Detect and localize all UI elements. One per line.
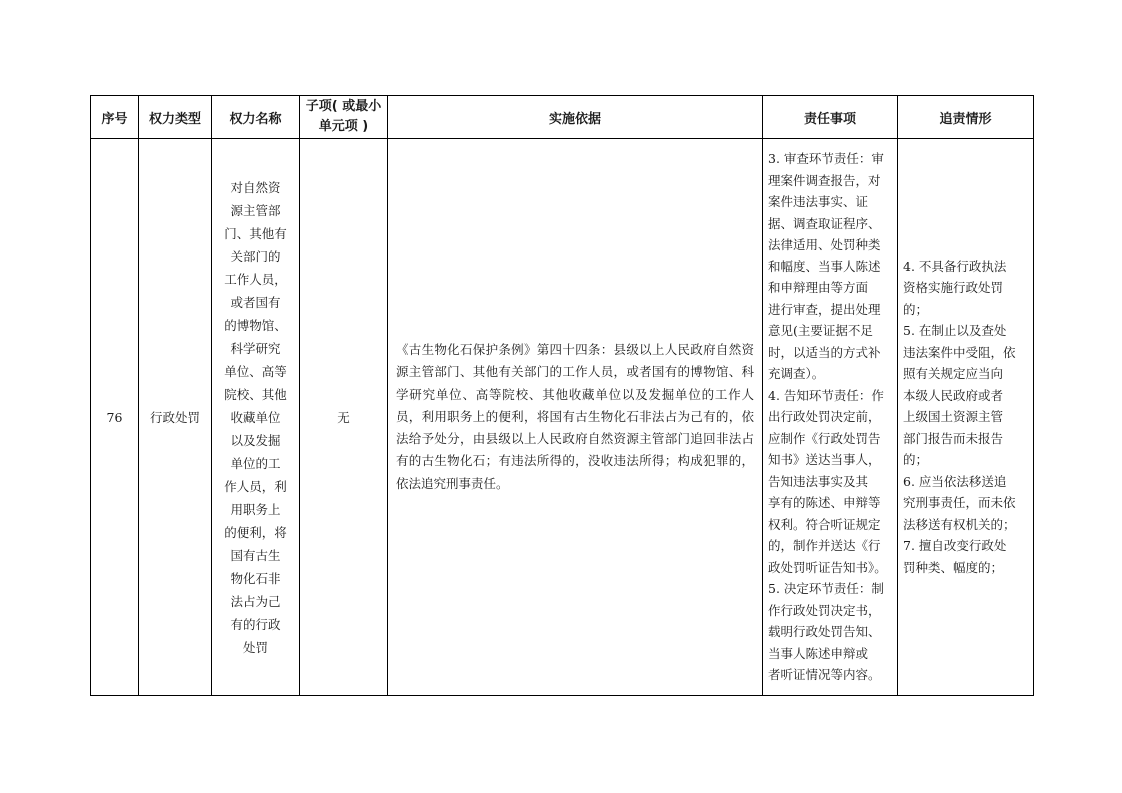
responsibility-line: 案件违法事实、证 — [768, 194, 869, 210]
responsibility-line: 和申辩理由等方面 — [768, 280, 869, 296]
power-list-table — [90, 95, 1034, 696]
power-name-line: 或者国有 — [230, 294, 281, 310]
accountability-line: 违法案件中受阻，依 — [903, 344, 1016, 360]
accountability-line: 的； — [903, 301, 929, 317]
responsibility-line: 当事人陈述申辩或 — [768, 645, 869, 661]
accountability-line: 5. 在制止以及查处 — [903, 323, 1007, 339]
accountability-line: 本级人民政府或者 — [903, 387, 1004, 403]
cell-responsibility — [763, 139, 898, 696]
accountability-line: 罚种类、幅度的； — [903, 559, 1004, 575]
responsibility-line: 权利。符合听证规定 — [768, 516, 881, 532]
responsibility-line: 3. 审查环节责任：审 — [768, 151, 884, 167]
power-name-line: 单位、高等 — [224, 363, 287, 379]
cell-accountability — [898, 139, 1034, 696]
accountability-line: 部门报告而未报告 — [903, 430, 1004, 446]
header-sub-item-line2: 单元项 ) — [318, 119, 369, 134]
power-name-line: 用职务上 — [230, 501, 281, 517]
accountability-line: 照有关规定应当向 — [903, 366, 1004, 382]
header-legal-basis: 实施依据 — [388, 96, 763, 139]
responsibility-line: 的，制作并送达《行 — [768, 538, 881, 554]
power-name-line: 的便利，将 — [224, 524, 287, 540]
header-power-type: 权力类型 — [139, 96, 212, 139]
responsibility-line: 政处罚听证告知书》。 — [768, 559, 887, 575]
header-sub-item-line1: 子项( 或最小 — [305, 99, 382, 114]
accountability-line: 7. 擅自改变行政处 — [903, 538, 1007, 554]
accountability-line: 4. 不具备行政执法 — [903, 258, 1007, 274]
power-name-line: 以及发掘 — [230, 432, 281, 448]
responsibility-line: 理案件调查报告，对 — [768, 172, 881, 188]
responsibility-line: 者听证情况等内容。 — [768, 667, 881, 683]
power-name-line: 工作人员， — [224, 271, 287, 287]
power-name-line: 源主管部 — [230, 202, 281, 218]
accountability-line: 6. 应当依法移送追 — [903, 473, 1007, 489]
power-name-line: 关部门的 — [230, 248, 281, 264]
power-name-line: 国有古生 — [230, 547, 281, 563]
accountability-line: 上级国土资源主管 — [903, 409, 1004, 425]
power-name-line: 处罚 — [242, 639, 268, 655]
responsibility-line: 4. 告知环节责任：作 — [768, 387, 884, 403]
header-row — [91, 96, 1034, 139]
responsibility-line: 和幅度、当事人陈述 — [768, 258, 881, 274]
responsibility-line: 进行审查，提出处理 — [768, 301, 881, 317]
responsibility-line: 时，以适当的方式补 — [768, 344, 881, 360]
responsibility-line: 享有的陈述、申辩等 — [768, 495, 881, 511]
power-name-line: 有的行政 — [230, 616, 281, 632]
header-power-name: 权力名称 — [212, 96, 300, 139]
power-name-line: 科学研究 — [230, 340, 281, 356]
cell-sub-item: 无 — [300, 139, 388, 696]
header-accountability: 追责情形 — [898, 96, 1034, 139]
responsibility-line: 意见(主要证据不足 — [768, 323, 873, 339]
power-name-line: 的博物馆、 — [224, 317, 287, 333]
power-name-line: 单位的工 — [230, 455, 281, 471]
power-name-line: 对自然资 — [230, 179, 281, 195]
responsibility-line: 出行政处罚决定前， — [768, 409, 881, 425]
responsibility-line: 知书》送达当事人， — [768, 452, 881, 468]
table-row — [91, 139, 1034, 696]
power-name-line: 院校、其他 — [224, 386, 287, 402]
cell-legal-basis: 《古生物化石保护条例》第四十四条：县级以上人民政府自然资源主管部门、其他有关部门的工作人员，或者国有的博物馆、科学研究单位、高等院校、其他收藏单位以及发掘单位的工作人员，利用职务上的便利，将国有古生物化石非法占为己有的，依法给予处分，由县级以上人民政府自然资源主管部门追回非法占有的古生物化石；有违法所得的，没收违法所得；构成犯罪的，依法追究刑事责任。 — [388, 139, 763, 696]
cell-power-name — [212, 139, 300, 696]
accountability-line: 资格实施行政处罚 — [903, 280, 1004, 296]
responsibility-line: 应制作《行政处罚告 — [768, 430, 881, 446]
header-sub-item — [300, 96, 388, 139]
power-name-lines — [219, 176, 293, 659]
power-name-line: 收藏单位 — [230, 409, 281, 425]
responsibility-line: 作行政处罚决定书， — [768, 602, 881, 618]
cell-seq: 76 — [91, 139, 139, 696]
power-name-line: 物化石非 — [230, 570, 281, 586]
responsibility-line: 5. 决定环节责任：制 — [768, 581, 884, 597]
power-name-line: 门、其他有 — [224, 225, 287, 241]
responsibility-line: 据、调查取证程序、 — [768, 215, 881, 231]
responsibility-line: 充调查）。 — [768, 366, 825, 382]
power-name-line: 作人员，利 — [224, 478, 287, 494]
responsibility-line: 法律适用、处罚种类 — [768, 237, 881, 253]
power-name-line: 法占为己 — [230, 593, 281, 609]
responsibility-line: 载明行政处罚告知、 — [768, 624, 881, 640]
responsibility-line: 告知违法事实及其 — [768, 473, 869, 489]
accountability-line: 究刑事责任，而未依 — [903, 495, 1016, 511]
header-seq: 序号 — [91, 96, 139, 139]
cell-power-type: 行政处罚 — [139, 139, 212, 696]
header-responsibility: 责任事项 — [763, 96, 898, 139]
accountability-line: 法移送有权机关的； — [903, 516, 1016, 532]
accountability-line: 的； — [903, 452, 929, 468]
